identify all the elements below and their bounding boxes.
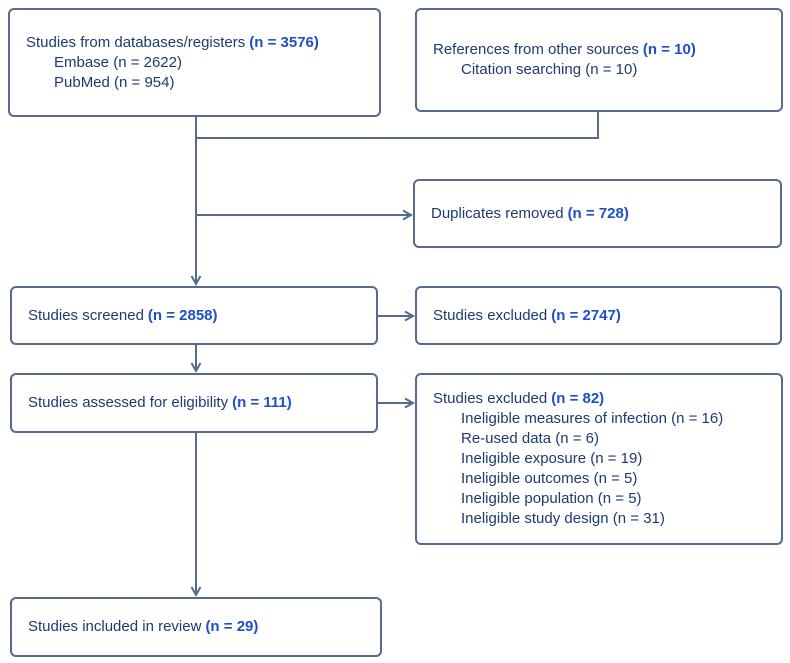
box-duplicates-removed xyxy=(413,179,782,248)
box-assessed-eligibility xyxy=(10,373,378,433)
box-other-sources xyxy=(415,8,783,112)
count-badge: (n = 3576) xyxy=(249,33,319,51)
box-excluded-eligibility-label: Studies excluded (n = 82) xyxy=(433,390,605,407)
count-badge: (n = 2858) xyxy=(147,306,218,324)
box-excluded-screening-label: Studies excluded (n = 2747) xyxy=(433,306,621,324)
exclusion-reason: Re-used data (n = 6) xyxy=(461,430,599,447)
box-databases-item: Embase (n = 2622) xyxy=(54,53,182,71)
count-badge: (n = 29) xyxy=(205,618,259,635)
count-badge: (n = 82) xyxy=(551,390,605,407)
exclusion-reason: Ineligible study design (n = 31) xyxy=(461,510,665,527)
box-assessed-eligibility-label: Studies assessed for eligibility (n = 111) xyxy=(28,394,292,411)
box-included-review xyxy=(10,597,382,657)
box-excluded-eligibility xyxy=(415,373,783,545)
box-included-review-label: Studies included in review (n = 29) xyxy=(28,618,259,635)
box-databases-item: PubMed (n = 954) xyxy=(54,73,175,91)
count-badge: (n = 728) xyxy=(567,204,629,222)
box-databases xyxy=(8,8,381,117)
exclusion-reason: Ineligible population (n = 5) xyxy=(461,490,642,507)
exclusion-reason: Ineligible measures of infection (n = 16) xyxy=(461,410,724,427)
count-badge: (n = 10) xyxy=(642,41,696,58)
box-other-sources-item: Citation searching (n = 10) xyxy=(461,61,638,78)
exclusion-reason: Ineligible exposure (n = 19) xyxy=(461,450,643,467)
box-databases-label: Studies from databases/registers (n = 3576) xyxy=(26,33,319,51)
box-studies-screened-label: Studies screened (n = 2858) xyxy=(28,306,218,324)
count-badge: (n = 111) xyxy=(232,394,292,411)
exclusion-reason: Ineligible outcomes (n = 5) xyxy=(461,470,638,487)
box-studies-screened xyxy=(10,286,378,345)
box-other-sources-label: References from other sources (n = 10) xyxy=(433,41,696,58)
box-duplicates-removed-label: Duplicates removed (n = 728) xyxy=(431,204,629,222)
box-excluded-screening xyxy=(415,286,782,345)
count-badge: (n = 2747) xyxy=(551,306,621,324)
